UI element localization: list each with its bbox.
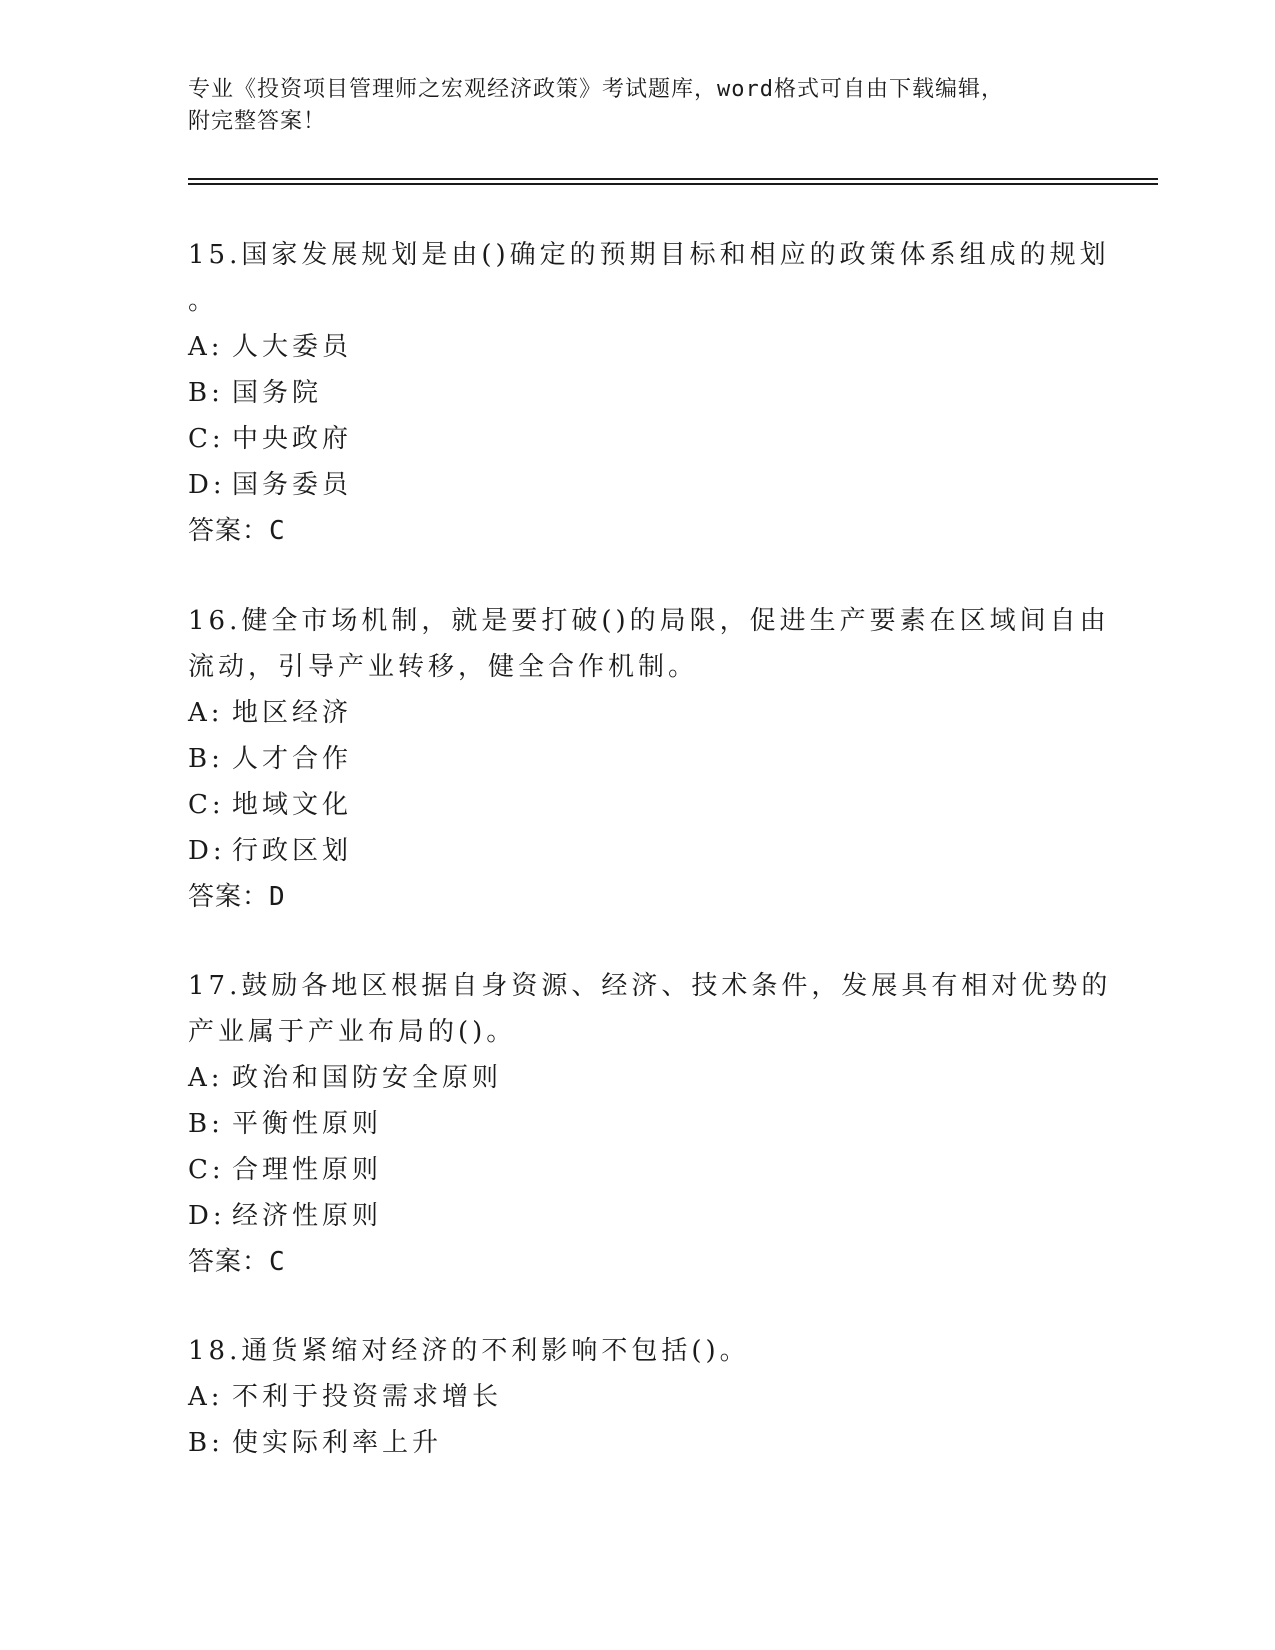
option-text: 合理性原则 — [232, 1155, 383, 1185]
question-stem-line-2: 。 — [188, 286, 219, 316]
option-text: 平衡性原则 — [232, 1109, 383, 1139]
option-letter: B: — [188, 1109, 224, 1139]
option-letter: C: — [188, 790, 225, 820]
option-letter: A: — [188, 698, 224, 728]
answer-line: 答案：C — [188, 1247, 286, 1277]
option-text: 政治和国防安全原则 — [232, 1063, 503, 1093]
header-divider-bottom — [188, 183, 1158, 185]
option-text: 经济性原则 — [232, 1201, 383, 1231]
option-a — [188, 1374, 1078, 1420]
answer-line: 答案：C — [188, 516, 286, 546]
header-line-2: 附完整答案！ — [188, 109, 327, 134]
question-stem-line-1: 15.国家发展规划是由()确定的预期目标和相应的政策体系组成的规划 — [188, 240, 1110, 270]
option-c — [188, 416, 1078, 462]
document-header — [188, 74, 1068, 138]
option-d — [188, 1193, 1078, 1239]
option-letter: A: — [188, 1063, 224, 1093]
option-text: 行政区划 — [232, 836, 353, 866]
header-line-1: 专业《投资项目管理师之宏观经济政策》考试题库，word格式可自由下载编辑， — [188, 77, 1004, 102]
question-stem — [188, 598, 1110, 690]
option-d — [188, 462, 1078, 508]
question-stem-line-1: 17.鼓励各地区根据自身资源、经济、技术条件，发展具有相对优势的 — [188, 971, 1112, 1001]
answer-line: 答案：D — [188, 882, 286, 912]
option-letter: D: — [188, 470, 226, 500]
option-text: 地区经济 — [232, 698, 353, 728]
question-stem-line-1: 16.健全市场机制，就是要打破()的局限，促进生产要素在区域间自由 — [188, 606, 1110, 636]
option-letter: B: — [188, 744, 224, 774]
option-b — [188, 1101, 1078, 1147]
option-b — [188, 1420, 1078, 1466]
option-letter: B: — [188, 1428, 224, 1458]
option-b — [188, 736, 1078, 782]
option-text: 国务院 — [232, 378, 323, 408]
option-letter: D: — [188, 836, 226, 866]
option-c — [188, 1147, 1078, 1193]
question-stem-line-2: 流动，引导产业转移，健全合作机制。 — [188, 652, 699, 682]
option-letter: A: — [188, 332, 224, 362]
option-text: 国务委员 — [232, 470, 353, 500]
option-text: 中央政府 — [232, 424, 353, 454]
question-stem — [188, 1328, 1078, 1374]
option-a — [188, 324, 1078, 370]
header-divider-top — [188, 178, 1158, 180]
option-b — [188, 370, 1078, 416]
question-16 — [188, 598, 1110, 920]
question-18 — [188, 1328, 1078, 1466]
question-17 — [188, 963, 1112, 1285]
option-text: 使实际利率上升 — [232, 1428, 443, 1458]
option-text: 地域文化 — [232, 790, 353, 820]
question-15 — [188, 232, 1110, 554]
question-stem — [188, 232, 1110, 324]
option-letter: B: — [188, 378, 224, 408]
question-stem — [188, 963, 1112, 1055]
option-c — [188, 782, 1078, 828]
option-text: 人大委员 — [232, 332, 353, 362]
option-text: 人才合作 — [232, 744, 353, 774]
option-letter: C: — [188, 424, 225, 454]
option-letter: D: — [188, 1201, 226, 1231]
option-d — [188, 828, 1078, 874]
option-text: 不利于投资需求增长 — [232, 1382, 503, 1412]
option-letter: A: — [188, 1382, 224, 1412]
option-letter: C: — [188, 1155, 225, 1185]
question-stem-line-2: 产业属于产业布局的()。 — [188, 1017, 517, 1047]
option-a — [188, 690, 1078, 736]
question-stem-line-1: 18.通货紧缩对经济的不利影响不包括()。 — [188, 1336, 750, 1366]
option-a — [188, 1055, 1078, 1101]
